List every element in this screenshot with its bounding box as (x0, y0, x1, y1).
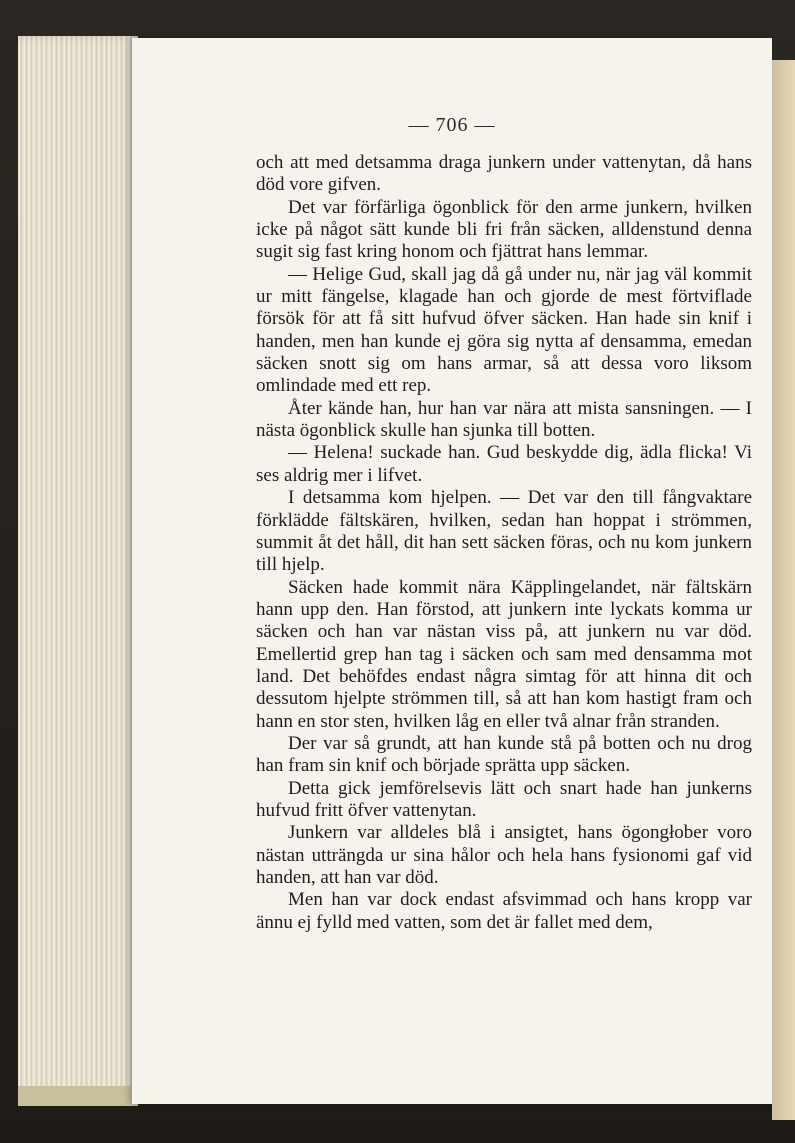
page-edges (18, 36, 138, 1106)
paragraph: — Helige Gud, skall jag då gå under nu, när jag väl kommit ur mitt fängelse, klagade han och gjorde de mest förtviflade försök för att få sitt hufvud öfver säcken. Han hade sin knif i handen, men han kunde ej göra sig nytta af densamma, emedan säcken snott sig om hans armar, så att dessa voro liksom omlindade med ett rep. (256, 263, 752, 397)
paragraph: Detta gick jemförelsevis lätt och snart hade han junkerns hufvud fritt öfver vattenytan. (256, 777, 752, 821)
body-text (256, 152, 752, 934)
paragraph: Det var förfärliga ögonblick för den arme junkern, hvilken icke på något sätt kunde bli fri från säcken, alldenstund denna sugit sig fast kring honom och fjättrat hans lemmar. (256, 196, 752, 263)
paragraph: — Helena! suckade han. Gud beskydde dig, ädla flicka! Vi ses aldrig mer i lifvet. (256, 442, 752, 486)
paragraph: Men han var dock endast afsvimmad och hans kropp var ännu ej fylld med vatten, som det är fallet med dem, (256, 889, 752, 933)
paragraph: och att med detsamma draga junkern under vattenytan, då hans död vore gifven. (256, 152, 752, 196)
paragraph: I detsamma kom hjelpen. — Det var den till fångvaktare förklädde fältskären, hvilken, sedan han hoppat i strömmen, summit åt det håll, dit han sett säcken föras, och nu kom junkern till hjelp. (256, 487, 752, 576)
paragraph: Der var så grundt, att han kunde stå på botten och nu drog han fram sin knif och började sprätta upp säcken. (256, 732, 752, 777)
paragraph: Junkern var alldeles blå i ansigtet, hans ögongłober voro nästan utträngda ur sina hålor och hela hans fysionomi gaf vid handen, att han var död. (256, 822, 752, 888)
paragraph: Åter kände han, hur han var nära att mista sansningen. — I nästa ögonblick skulle han sjunka till botten. (256, 397, 752, 442)
book-page (132, 38, 772, 1104)
page-number: — 706 — (408, 114, 496, 136)
next-page-edge (772, 60, 795, 1120)
paragraph: Säcken hade kommit nära Käpplingelandet, när fältskärn hann upp den. Han förstod, att junkern inte lyckats komma ur säcken och han var nästan viss på, att junkern nu var död. Emellertid grep han tag i säcken och sam med densamma mot land. Det behöfdes endast några simtag för att hinna dit och dessutom hjelpte strömmen till, så att han kom hastigt fram och hann en stor sten, hvilken låg en eller två alnar från stranden. (256, 576, 752, 732)
